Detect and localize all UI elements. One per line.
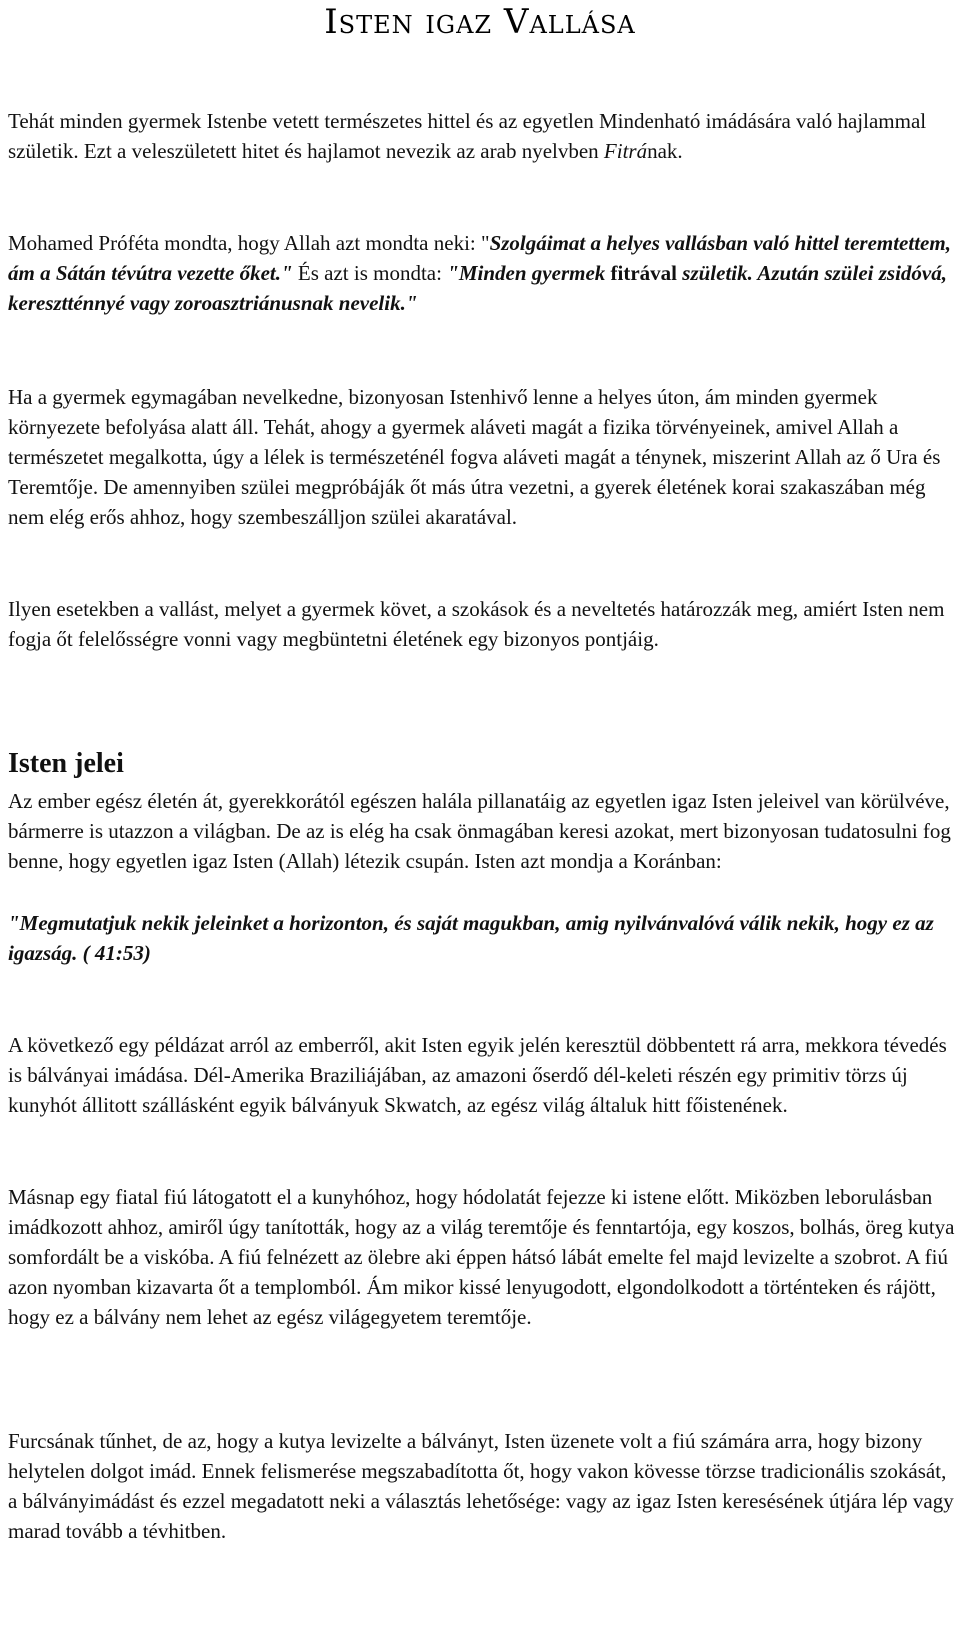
paragraph-fitra	[8, 106, 960, 166]
paragraph-text: Mohamed Próféta mondta, hogy Allah azt mondta neki: "	[8, 231, 490, 255]
hadith-quote: születik. Azután szülei zsidóvá, keresztténnyé vagy zoroasztriánusnak nevelik."	[8, 261, 947, 315]
paragraph-story: Másnap egy fiatal fiú látogatott el a kunyhóhoz, hogy hódolatát fejezze ki istene előtt. Miközben leborulásban imádkozott ahhoz, amiről úgy tanították, hogy az a világ teremtője és fenntartója, egy koszos, bolhás, öreg kutya somfordált be a viskóba. A fiú felnézett az ölebre aki éppen hátsó lábát emelte fel majd levizelte a szobrot. A fiú azon nyomban kizavarta őt a templomból. Ám mikor kissé lenyugodott, elgondolkodott a történteken és rájött, hogy ez a bálvány nem lehet az egész világegyetem teremtője.	[8, 1185, 955, 1329]
paragraph-hadith	[8, 228, 960, 318]
paragraph-upbringing: Ilyen esetekben a vallást, melyet a gyermek követ, a szokások és a neveltetés határozzák meg, amiért Isten nem fogja őt felelősségre vonni vagy megbüntetni életének egy bizonyos pontjáig.	[8, 597, 945, 651]
paragraph-text: És azt is mondta:	[292, 261, 448, 285]
section-heading: Isten jelei	[8, 748, 124, 779]
paragraph-example: A következő egy példázat arról az emberről, akit Isten egyik jelén keresztül döbbentett rá arra, mekkora tévedés is bálványai imádása. Dél-Amerika Braziliájában, az amazoni őserdő dél-keleti részén egy primitiv törzs új kunyhót állitott szállásként egyik bálványuk Skwatch, az egész világ általuk hitt főistenének.	[8, 1033, 947, 1117]
hadith-quote: "Minden gyermek	[447, 261, 611, 285]
bold-term: fitrával	[610, 261, 678, 285]
paragraph-environment: Ha a gyermek egymagában nevelkedne, bizonyosan Istenhivő lenne a helyes úton, ám minden gyermek környezete befolyása alatt áll. Tehát, ahogy a gyermek aláveti magát a fizika törvényeinek, amivel Allah a természetet megalkotta, úgy a lélek is természeténél fogva aláveti magát a ténynek, miszerint Allah az ő Ura és Teremtője. De amennyiben szülei megpróbáják őt más útra vezetni, a gyerek életének korai szakaszában még nem elég erős ahhoz, hogy szembeszálljon szülei akaratával.	[8, 385, 941, 529]
italic-term: Fitrá	[603, 139, 648, 163]
paragraph-signs: Az ember egész életén át, gyerekkorától egészen halála pillanatáig az egyetlen igaz Isten jeleivel van körülvéve, bármerre is utazzon a világban. De az is elég ha csak önmagában keresi azokat, mert bizonyosan tudatosulni fog benne, hogy egyetlen igaz Isten (Allah) létezik csupán. Isten azt mondja a Koránban:	[8, 789, 951, 873]
paragraph-text: Tehát minden gyermek Istenbe vetett természetes hittel és az egyetlen Mindenható imádására való hajlammal születik. Ezt a veleszületett hitet és hajlamot nevezik az arab nyelvben	[8, 109, 927, 163]
paragraph-conclusion: Furcsának tűnhet, de az, hogy a kutya levizelte a bálványt, Isten üzenete volt a fiú számára arra, hogy bizony helytelen dolgot imád. Ennek felismerése megszabadította őt, hogy vakon kövesse törzse tradicionális szokását, a bálványimádást és ezzel megadatott neki a választás lehetősége: vagy az igaz Isten keresésének útjára lép vagy marad tovább a tévhitben.	[8, 1429, 954, 1543]
quran-quote: "Megmutatjuk nekik jeleinket a horizonton, és saját magukban, amig nyilvánvalóvá válik nekik, hogy ez az igazság. ( 41:53)	[8, 911, 934, 965]
paragraph-text: nak.	[647, 139, 683, 163]
page-title: Isten igaz Vallása	[324, 2, 636, 42]
hadith-quote: Szolgáimat a helyes vallásban való hittel teremtettem, ám a Sátán tévútra vezette őket."	[8, 231, 951, 285]
